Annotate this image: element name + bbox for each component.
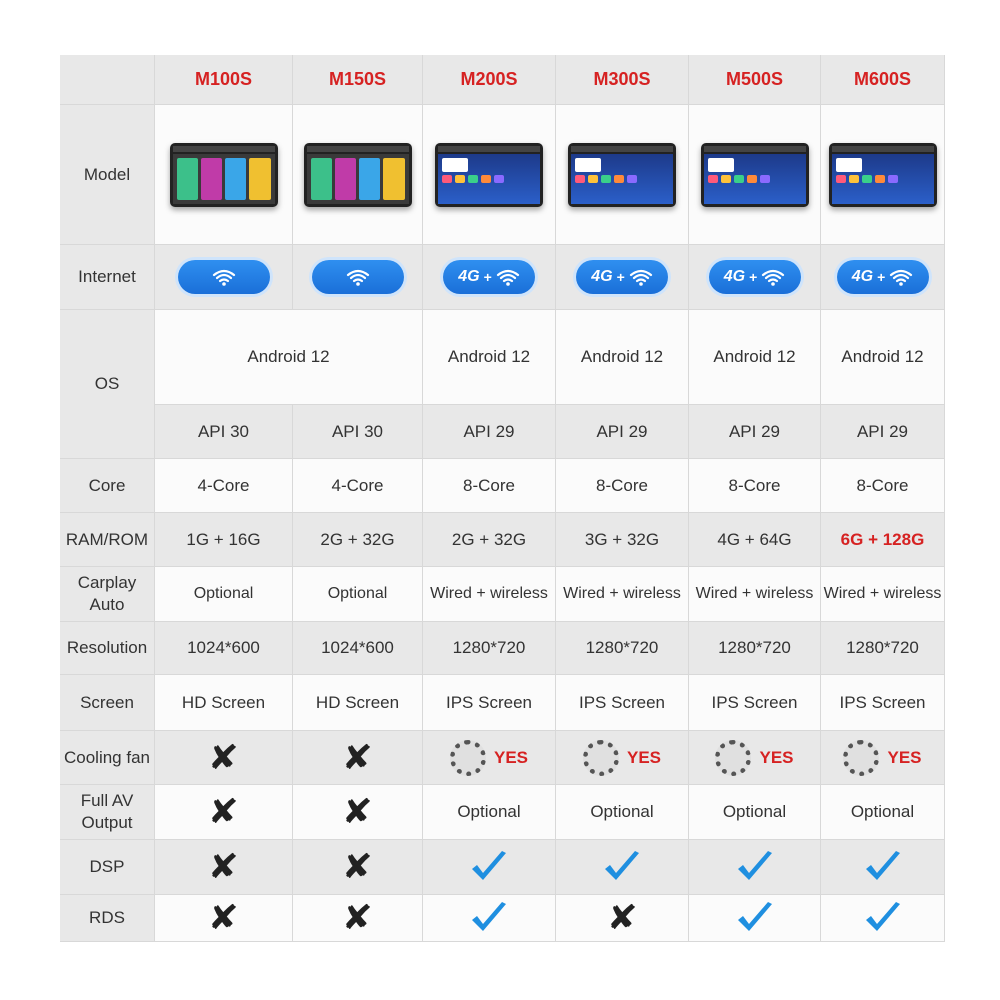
launcher [571, 154, 673, 204]
header-m500s [689, 55, 821, 105]
carplay-value: Optional [193, 585, 254, 602]
dsp-cell [155, 840, 293, 895]
label-model-text [84, 164, 130, 186]
internet-badge [312, 260, 404, 294]
carplay-cell [423, 567, 556, 622]
check-icon [863, 849, 903, 885]
ram-value: 2G + 32G [320, 529, 395, 549]
cooling-cell [293, 731, 423, 785]
label-ram-rom [60, 513, 155, 567]
head-unit-screen [170, 143, 278, 207]
model-name: M500S [725, 69, 784, 89]
app-tile [177, 158, 198, 200]
app-tile [627, 175, 637, 183]
fullav-cell [689, 785, 821, 840]
wifi-icon [212, 268, 236, 286]
clock-widget [442, 158, 468, 172]
cellular-4g-label: 4G [591, 268, 613, 285]
fullav-value: Optional [457, 802, 521, 821]
cooling-cell [821, 731, 945, 785]
screen-bezel [438, 146, 540, 152]
ram-value: 1G + 16G [186, 529, 261, 549]
plus-sign: + [616, 269, 625, 285]
screen-cell [556, 675, 689, 731]
app-row [575, 175, 669, 183]
api-value: API 29 [856, 421, 909, 441]
carplay-cell [293, 567, 423, 622]
internet-badge [178, 260, 270, 294]
dsp-cell [821, 840, 945, 895]
app-tile [468, 175, 478, 183]
app-tile [708, 175, 718, 183]
screen-value: IPS Screen [579, 692, 665, 712]
app-tile [888, 175, 898, 183]
model-image-cell [556, 105, 689, 245]
internet-badge [443, 260, 535, 294]
core-value: 8-Core [463, 475, 515, 495]
os-cell [556, 310, 689, 405]
fullav-value: Optional [722, 802, 787, 821]
resolution-cell [689, 622, 821, 675]
resolution-value: 1024*600 [187, 638, 260, 657]
resolution-cell [821, 622, 945, 675]
label-cooling-fan-text [64, 747, 150, 769]
screen-value: HD Screen [181, 692, 266, 712]
header-m200s [423, 55, 556, 105]
app-tile [734, 175, 744, 183]
core-cell [293, 459, 423, 513]
app-row [442, 175, 536, 183]
yes-label: YES [626, 747, 662, 767]
cross-icon: ✘ [207, 792, 240, 832]
app-tile [201, 158, 222, 200]
model-name: M600S [853, 69, 912, 89]
core-cell [821, 459, 945, 513]
app-tile [249, 158, 270, 200]
core-cell [423, 459, 556, 513]
app-tile [335, 158, 356, 200]
ram-value: 3G + 32G [584, 529, 660, 549]
dsp-cell [293, 840, 423, 895]
app-tile [760, 175, 770, 183]
cellular-4g-label: 4G [458, 268, 480, 285]
api-value: API 29 [463, 421, 515, 441]
resolution-cell [556, 622, 689, 675]
header-m600s [821, 55, 945, 105]
label-core [60, 459, 155, 513]
internet-badge [709, 260, 801, 294]
yes-label: YES [759, 747, 794, 767]
core-value: 4-Core [331, 475, 384, 495]
rds-cell [293, 895, 423, 942]
screen-bezel [307, 146, 409, 152]
internet-badge [576, 260, 668, 294]
fan-feature [715, 740, 793, 776]
label-model [60, 105, 155, 245]
resolution-cell [293, 622, 423, 675]
screen-cell [689, 675, 821, 731]
app-tile [601, 175, 611, 183]
os-value: Android 12 [841, 347, 924, 366]
core-value: 8-Core [596, 475, 648, 495]
cooling-cell [689, 731, 821, 785]
api-cell [689, 405, 821, 459]
app-row [708, 175, 802, 183]
check-icon [469, 900, 509, 936]
check-icon [735, 900, 775, 936]
screen-bezel [571, 146, 673, 152]
resolution-cell [155, 622, 293, 675]
core-value: 8-Core [856, 475, 909, 495]
fan-icon [583, 740, 619, 776]
label-rds [60, 895, 155, 942]
dsp-cell [689, 840, 821, 895]
app-tile [359, 158, 380, 200]
carplay-value: Optional [327, 585, 388, 602]
label-os-text [95, 373, 120, 395]
yes-label: YES [493, 747, 529, 767]
app-tile [588, 175, 598, 183]
model-image-cell [155, 105, 293, 245]
cross-icon: ✘ [341, 792, 374, 832]
core-value: 8-Core [728, 475, 781, 495]
label-dsp-line1: DSP [89, 857, 125, 876]
clock-widget [575, 158, 601, 172]
cooling-cell [423, 731, 556, 785]
api-value: API 29 [596, 421, 648, 441]
label-internet-text [78, 266, 136, 288]
resolution-value: 1280*720 [846, 638, 919, 657]
internet-cell [293, 245, 423, 310]
ram-value: 4G + 64G [717, 529, 792, 549]
api-cell [155, 405, 293, 459]
plus-sign: + [749, 269, 758, 285]
internet-cell [423, 245, 556, 310]
cross-icon: ✘ [207, 898, 240, 938]
fan-feature [843, 740, 921, 776]
launcher [704, 154, 806, 204]
cross-icon: ✘ [606, 898, 638, 938]
cooling-cell [556, 731, 689, 785]
carplay-value: Wired + wireless [823, 585, 942, 602]
core-cell [155, 459, 293, 513]
core-cell [556, 459, 689, 513]
screen-value: IPS Screen [711, 692, 798, 712]
carplay-cell [556, 567, 689, 622]
model-image-cell [821, 105, 945, 245]
os-value: Android 12 [447, 347, 531, 366]
header-m150s [293, 55, 423, 105]
header-m100s [155, 55, 293, 105]
app-tile [481, 175, 491, 183]
launcher [438, 154, 540, 204]
head-unit-screen [435, 143, 543, 207]
wifi-icon [629, 268, 653, 286]
os-value: Android 12 [580, 347, 664, 366]
head-unit-screen [304, 143, 412, 207]
core-value: 4-Core [197, 475, 250, 495]
internet-cell [821, 245, 945, 310]
api-cell [556, 405, 689, 459]
label-internet [60, 245, 155, 310]
model-name: M200S [460, 69, 518, 89]
dsp-cell [423, 840, 556, 895]
cross-icon: ✘ [207, 847, 240, 887]
os-merged-cell [155, 310, 423, 405]
app-tile [747, 175, 757, 183]
screen-cell [293, 675, 423, 731]
app-tile [836, 175, 846, 183]
api-cell [293, 405, 423, 459]
label-carplay-auto-line2: Auto [89, 595, 125, 614]
cross-icon: ✘ [341, 737, 374, 778]
app-tile [849, 175, 859, 183]
app-tile [875, 175, 885, 183]
wifi-icon [761, 268, 785, 286]
model-image-cell [689, 105, 821, 245]
app-tile [721, 175, 731, 183]
fan-icon [843, 740, 879, 776]
head-unit-screen [829, 143, 937, 207]
cellular-4g-label: 4G [851, 268, 874, 285]
app-grid [173, 154, 275, 204]
screen-bezel [704, 146, 806, 152]
yes-label: YES [887, 747, 922, 767]
api-value: API 30 [197, 421, 250, 441]
label-model-line1: Model [83, 164, 131, 184]
api-value: API 30 [331, 421, 384, 441]
model-name: M300S [593, 69, 651, 89]
check-icon [863, 900, 903, 936]
fullav-cell [821, 785, 945, 840]
fan-icon [715, 740, 751, 776]
label-resolution-text [67, 637, 147, 659]
model-name: M150S [328, 69, 387, 89]
clock-widget [836, 158, 862, 172]
rds-cell [689, 895, 821, 942]
resolution-value: 1280*720 [452, 638, 526, 657]
label-dsp-text [90, 856, 125, 878]
label-ram-rom-text [66, 529, 148, 551]
cross-icon: ✘ [341, 898, 374, 938]
label-full-av-output-line1: Full AV [80, 791, 134, 810]
ram-cell [556, 513, 689, 567]
ram-cell [155, 513, 293, 567]
fullav-cell [556, 785, 689, 840]
carplay-cell [821, 567, 945, 622]
os-cell [689, 310, 821, 405]
internet-cell [689, 245, 821, 310]
screen-bezel [173, 146, 275, 152]
screen-cell [423, 675, 556, 731]
resolution-value: 1280*720 [585, 638, 659, 657]
carplay-cell [155, 567, 293, 622]
app-tile [614, 175, 624, 183]
check-icon [469, 849, 509, 885]
fan-icon [450, 740, 486, 776]
label-core-line1: Core [88, 475, 126, 495]
label-screen-line1: Screen [80, 692, 134, 712]
screen-value: IPS Screen [839, 692, 926, 712]
wifi-icon [346, 268, 370, 286]
carplay-value: Wired + wireless [563, 585, 681, 602]
label-dsp [60, 840, 155, 895]
internet-cell [155, 245, 293, 310]
label-cooling-fan-line1: Cooling fan [63, 747, 150, 767]
rds-cell [155, 895, 293, 942]
fullav-cell [293, 785, 423, 840]
label-os [60, 310, 155, 459]
head-unit-screen [568, 143, 676, 207]
clock-widget [708, 158, 734, 172]
internet-cell [556, 245, 689, 310]
api-cell [423, 405, 556, 459]
fullav-value: Optional [590, 802, 654, 821]
cooling-cell [155, 731, 293, 785]
app-tile [862, 175, 872, 183]
internet-badge [837, 260, 929, 294]
label-rds-text [89, 907, 125, 929]
label-rds-line1: RDS [89, 908, 125, 927]
check-icon [602, 849, 642, 885]
head-unit-screen [701, 143, 809, 207]
ram-cell [423, 513, 556, 567]
carplay-cell [689, 567, 821, 622]
plus-sign: + [483, 269, 492, 285]
os-cell [423, 310, 556, 405]
label-carplay-auto [60, 567, 155, 622]
label-full-av-output [60, 785, 155, 840]
label-full-av-output-line2: Output [81, 813, 133, 832]
app-tile [442, 175, 452, 183]
plus-sign: + [877, 269, 886, 285]
rds-cell [556, 895, 689, 942]
comparison-table [60, 55, 945, 942]
wifi-icon [889, 268, 913, 286]
label-internet-line1: Internet [78, 267, 136, 286]
label-core-text [89, 475, 126, 497]
app-row [836, 175, 930, 183]
screen-bezel [832, 146, 934, 152]
app-tile [383, 158, 404, 200]
fullav-cell [155, 785, 293, 840]
label-carplay-auto-text [78, 572, 137, 616]
cellular-4g-label: 4G [723, 268, 746, 285]
cross-icon: ✘ [207, 737, 240, 778]
label-resolution-line1: Resolution [66, 638, 148, 657]
app-grid [307, 154, 409, 204]
label-screen-text [80, 692, 134, 714]
rds-cell [821, 895, 945, 942]
ram-value: 2G + 32G [451, 529, 527, 549]
model-image-cell [423, 105, 556, 245]
launcher [832, 154, 934, 204]
app-tile [575, 175, 585, 183]
model-image-cell [293, 105, 423, 245]
resolution-value: 1024*600 [321, 638, 394, 657]
app-tile [225, 158, 246, 200]
cross-icon: ✘ [341, 847, 374, 887]
app-tile [494, 175, 504, 183]
ram-cell [293, 513, 423, 567]
carplay-value: Wired + wireless [695, 585, 814, 602]
header-m300s [556, 55, 689, 105]
label-carplay-auto-line1: Carplay [77, 573, 137, 592]
wifi-icon [496, 268, 520, 286]
fan-feature [583, 740, 661, 776]
ram-cell [821, 513, 945, 567]
fullav-value: Optional [850, 802, 915, 821]
app-tile [455, 175, 465, 183]
screen-cell [155, 675, 293, 731]
rds-cell [423, 895, 556, 942]
ram-value: 6G + 128G [840, 529, 925, 549]
fan-feature [450, 740, 528, 776]
label-cooling-fan [60, 731, 155, 785]
label-ram-rom-line1: RAM/ROM [65, 529, 149, 549]
model-name: M100S [194, 69, 253, 89]
api-value: API 29 [728, 421, 781, 441]
os-cell [821, 310, 945, 405]
screen-value: IPS Screen [446, 692, 532, 712]
label-full-av-output-text [81, 790, 134, 834]
api-cell [821, 405, 945, 459]
os-value: Android 12 [713, 347, 796, 366]
ram-cell [689, 513, 821, 567]
core-cell [689, 459, 821, 513]
screen-cell [821, 675, 945, 731]
label-resolution [60, 622, 155, 675]
label-screen [60, 675, 155, 731]
resolution-value: 1280*720 [718, 638, 791, 657]
carplay-value: Wired + wireless [430, 585, 548, 602]
check-icon [735, 849, 775, 885]
app-tile [311, 158, 332, 200]
screen-value: HD Screen [315, 692, 400, 712]
header-corner [60, 55, 155, 105]
dsp-cell [556, 840, 689, 895]
fullav-cell [423, 785, 556, 840]
label-os-line1: OS [94, 374, 120, 393]
resolution-cell [423, 622, 556, 675]
os-value: Android 12 [247, 347, 330, 366]
